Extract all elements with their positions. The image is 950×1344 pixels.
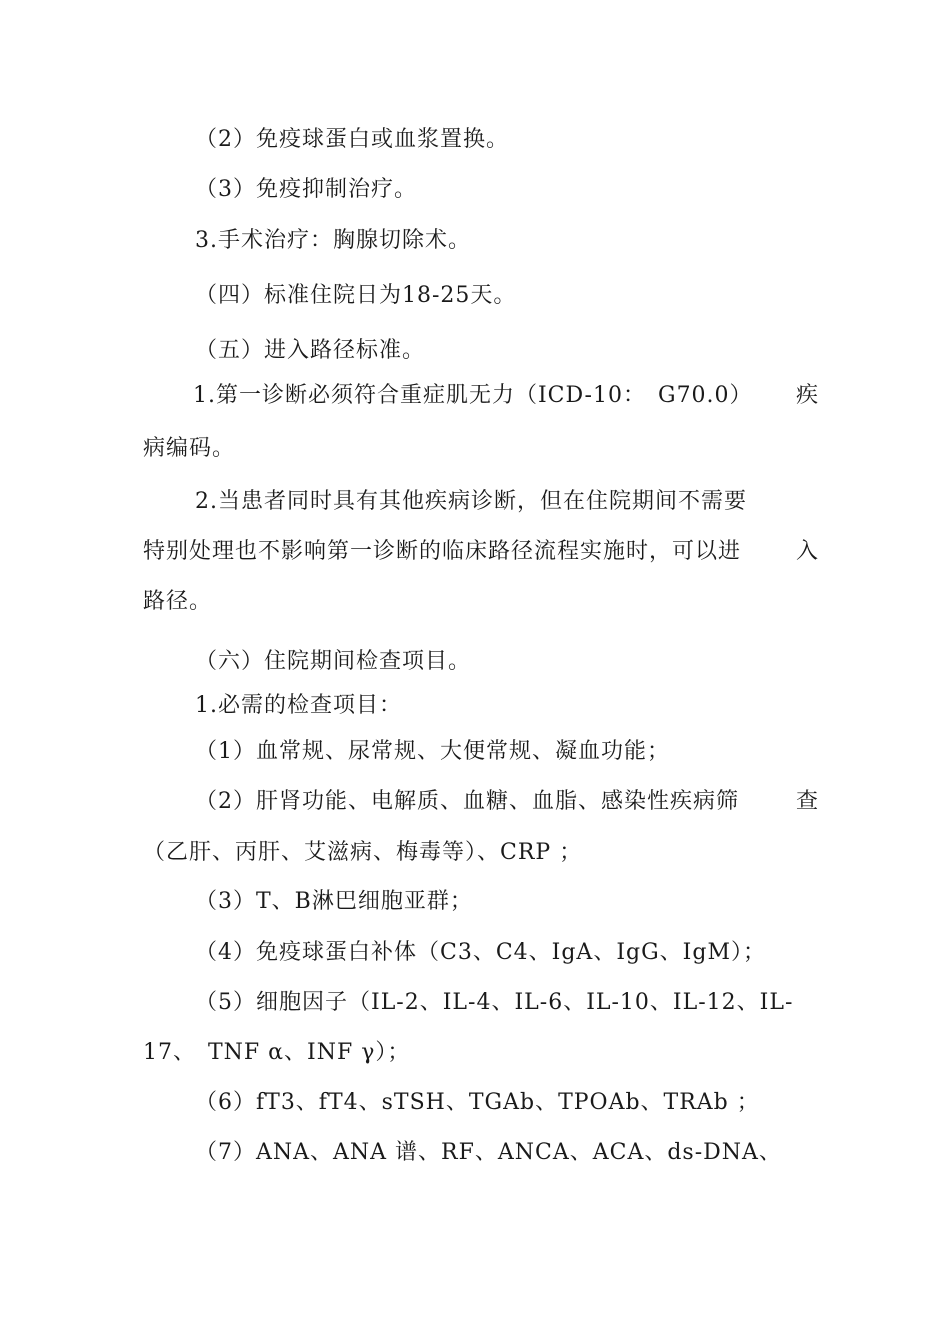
text-line: 路径。 <box>143 589 213 614</box>
text-line: （四）标准住院日为18-25天。 <box>195 283 517 308</box>
text-line: （5）细胞因子（IL-2、IL-4、IL-6、IL-10、IL-12、IL- <box>195 990 794 1015</box>
text-line: （3）T、B淋巴细胞亚群； <box>195 889 473 914</box>
text-segment: 入 <box>795 539 819 564</box>
text-segment: 疾 <box>795 383 819 408</box>
text-line: （乙肝、丙肝、艾滋病、梅毒等）、CRP ； <box>143 840 583 865</box>
text-line: （6）fT3、fT4、sTSH、TGAb、TPOAb、TRAb ； <box>195 1090 760 1115</box>
text-line: （7）ANA、ANA 谱、RF、ANCA、ACA、ds-DNA、 <box>195 1140 782 1165</box>
text-line: （4）免疫球蛋白补体（C3、C4、IgA、IgG、IgM）； <box>195 940 766 965</box>
text-line-justified <box>143 381 819 411</box>
text-line: 2.当患者同时具有其他疾病诊断，但在住院期间不需要 <box>195 489 747 514</box>
text-line: （五）进入路径标准。 <box>195 338 426 363</box>
text-line: （六）住院期间检查项目。 <box>195 649 472 674</box>
text-line: 17、 TNF α、INF γ）； <box>143 1040 411 1065</box>
text-line: 1.必需的检查项目： <box>195 693 402 718</box>
text-line-justified <box>143 537 819 567</box>
text-line: 3.手术治疗：胸腺切除术。 <box>195 228 471 253</box>
text-segment: （2）肝肾功能、电解质、血糖、血脂、感染性疾病筛 <box>195 789 739 814</box>
text-segment: 特别处理也不影响第一诊断的临床路径流程实施时，可以进 <box>143 539 742 564</box>
text-line-justified <box>143 787 819 817</box>
text-line: 病编码。 <box>143 436 236 461</box>
text-line: （3）免疫抑制治疗。 <box>195 177 417 202</box>
text-line: （2）免疫球蛋白或血浆置换。 <box>195 127 509 152</box>
text-segment: 1.第一诊断必须符合重症肌无力（ICD-10： G70.0） <box>193 383 753 408</box>
text-segment: 查 <box>795 789 819 814</box>
text-line: （1）血常规、尿常规、大便常规、凝血功能； <box>195 739 670 764</box>
